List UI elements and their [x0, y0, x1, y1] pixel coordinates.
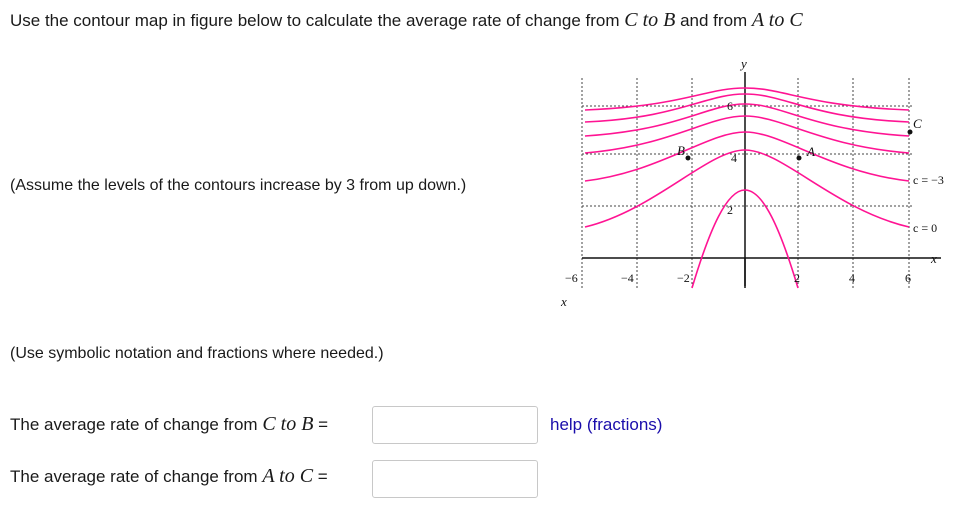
point-label-c: C — [913, 116, 922, 131]
y-tick-label: 4 — [731, 151, 737, 165]
contour-line — [585, 104, 909, 136]
x-stray-label: x — [561, 294, 567, 309]
x-tick-label: −4 — [621, 271, 634, 285]
contour-line — [585, 88, 909, 110]
x-tick-label: 6 — [905, 271, 911, 285]
point-label-b: B — [677, 143, 685, 158]
x-tick-label: −2 — [677, 271, 690, 285]
help-fractions-link[interactable]: help (fractions) — [550, 415, 663, 434]
contour-line — [585, 94, 909, 122]
assumption-note: (Assume the levels of the contours increase by 3 from up down.) — [10, 177, 467, 194]
contour-line — [585, 116, 909, 153]
point-c — [908, 130, 913, 135]
x-axis-label: x — [931, 251, 937, 266]
point-b — [686, 156, 691, 161]
x-tick-label: 2 — [794, 271, 800, 285]
x-tick-label: −6 — [565, 271, 578, 285]
x-tick-label: 4 — [849, 271, 855, 285]
grid-lines — [582, 78, 913, 288]
rate-c-to-b-input[interactable] — [372, 406, 538, 444]
y-axis-label: y — [741, 56, 747, 71]
contour-line — [585, 132, 909, 181]
y-tick-label: 2 — [727, 203, 733, 217]
point-label-a: A — [807, 144, 815, 159]
rate-c-to-b-label: The average rate of change from C to B = — [10, 413, 329, 435]
rate-a-to-c-label: The average rate of change from A to C = — [10, 465, 328, 487]
contour-line — [585, 150, 909, 227]
rate-a-to-c-input[interactable] — [372, 460, 538, 498]
question-text: Use the contour map in figure below to calculate the average rate of change from C to B and from A to C — [10, 9, 803, 31]
notation-note: (Use symbolic notation and fractions where needed.) — [10, 345, 384, 362]
points — [686, 130, 913, 161]
point-a — [797, 156, 802, 161]
contour-map — [545, 50, 965, 320]
y-tick-label: 6 — [727, 99, 733, 113]
level-label: c = −3 — [913, 173, 944, 187]
axes — [582, 72, 941, 288]
level-label: c = 0 — [913, 221, 938, 235]
